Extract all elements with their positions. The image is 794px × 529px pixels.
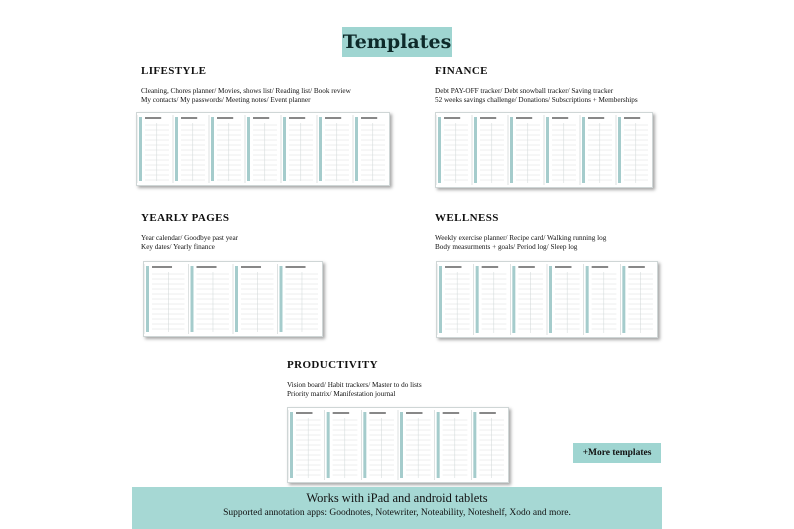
yearly-description	[141, 234, 238, 252]
yearly-preview-image	[143, 261, 323, 337]
footer-line-1: Works with iPad and android tablets	[306, 491, 488, 505]
finance-section	[435, 65, 638, 105]
wellness-line-1: Weekly exercise planner/ Recipe card/ Walking running log	[435, 234, 607, 242]
lifestyle-line-1: Cleaning, Chores planner/ Movies, shows list/ Reading list/ Book review	[141, 87, 351, 95]
productivity-line-2: Priority matrix/ Manifestation journal	[287, 390, 396, 398]
productivity-line-1: Vision board/ Habit trackers/ Master to do lists	[287, 381, 422, 389]
wellness-heading: WELLNESS	[435, 212, 499, 224]
footer-banner	[132, 487, 662, 529]
planner-pages-thumbnail	[437, 262, 657, 337]
yearly-heading: YEARLY PAGES	[141, 212, 230, 224]
wellness-section	[435, 212, 606, 252]
lifestyle-section	[141, 65, 351, 105]
lifestyle-heading: LIFESTYLE	[141, 65, 207, 77]
finance-line-2: 52 weeks savings challenge/ Donations/ Subscriptions + Memberships	[435, 96, 638, 104]
finance-preview-image	[435, 112, 653, 188]
lifestyle-description	[141, 87, 351, 105]
finance-line-1: Debt PAY-OFF tracker/ Debt snowball tracker/ Saving tracker	[435, 87, 614, 95]
more-templates-button[interactable]: +More templates	[573, 443, 661, 463]
productivity-section	[287, 359, 422, 399]
planner-pages-thumbnail	[288, 408, 508, 482]
productivity-heading: PRODUCTIVITY	[287, 359, 378, 371]
page-title: Templates	[342, 27, 452, 57]
productivity-description	[287, 381, 422, 399]
planner-pages-thumbnail	[144, 262, 322, 336]
yearly-section	[141, 212, 238, 252]
lifestyle-line-2: My contacts/ My passwords/ Meeting notes/ Event planner	[141, 96, 311, 104]
finance-heading: FINANCE	[435, 65, 488, 77]
planner-pages-thumbnail	[436, 113, 652, 187]
planner-pages-thumbnail	[137, 113, 389, 185]
wellness-preview-image	[436, 261, 658, 338]
wellness-description	[435, 234, 606, 252]
productivity-preview-image	[287, 407, 509, 483]
finance-description	[435, 87, 638, 105]
lifestyle-preview-image	[136, 112, 390, 186]
yearly-line-2: Key dates/ Yearly finance	[141, 243, 215, 251]
yearly-line-1: Year calendar/ Goodbye past year	[141, 234, 239, 242]
footer-line-2: Supported annotation apps: Goodnotes, Notewriter, Noteability, Noteshelf, Xodo and more.	[223, 508, 571, 518]
wellness-line-2: Body measurments + goals/ Period log/ Sleep log	[435, 243, 578, 251]
